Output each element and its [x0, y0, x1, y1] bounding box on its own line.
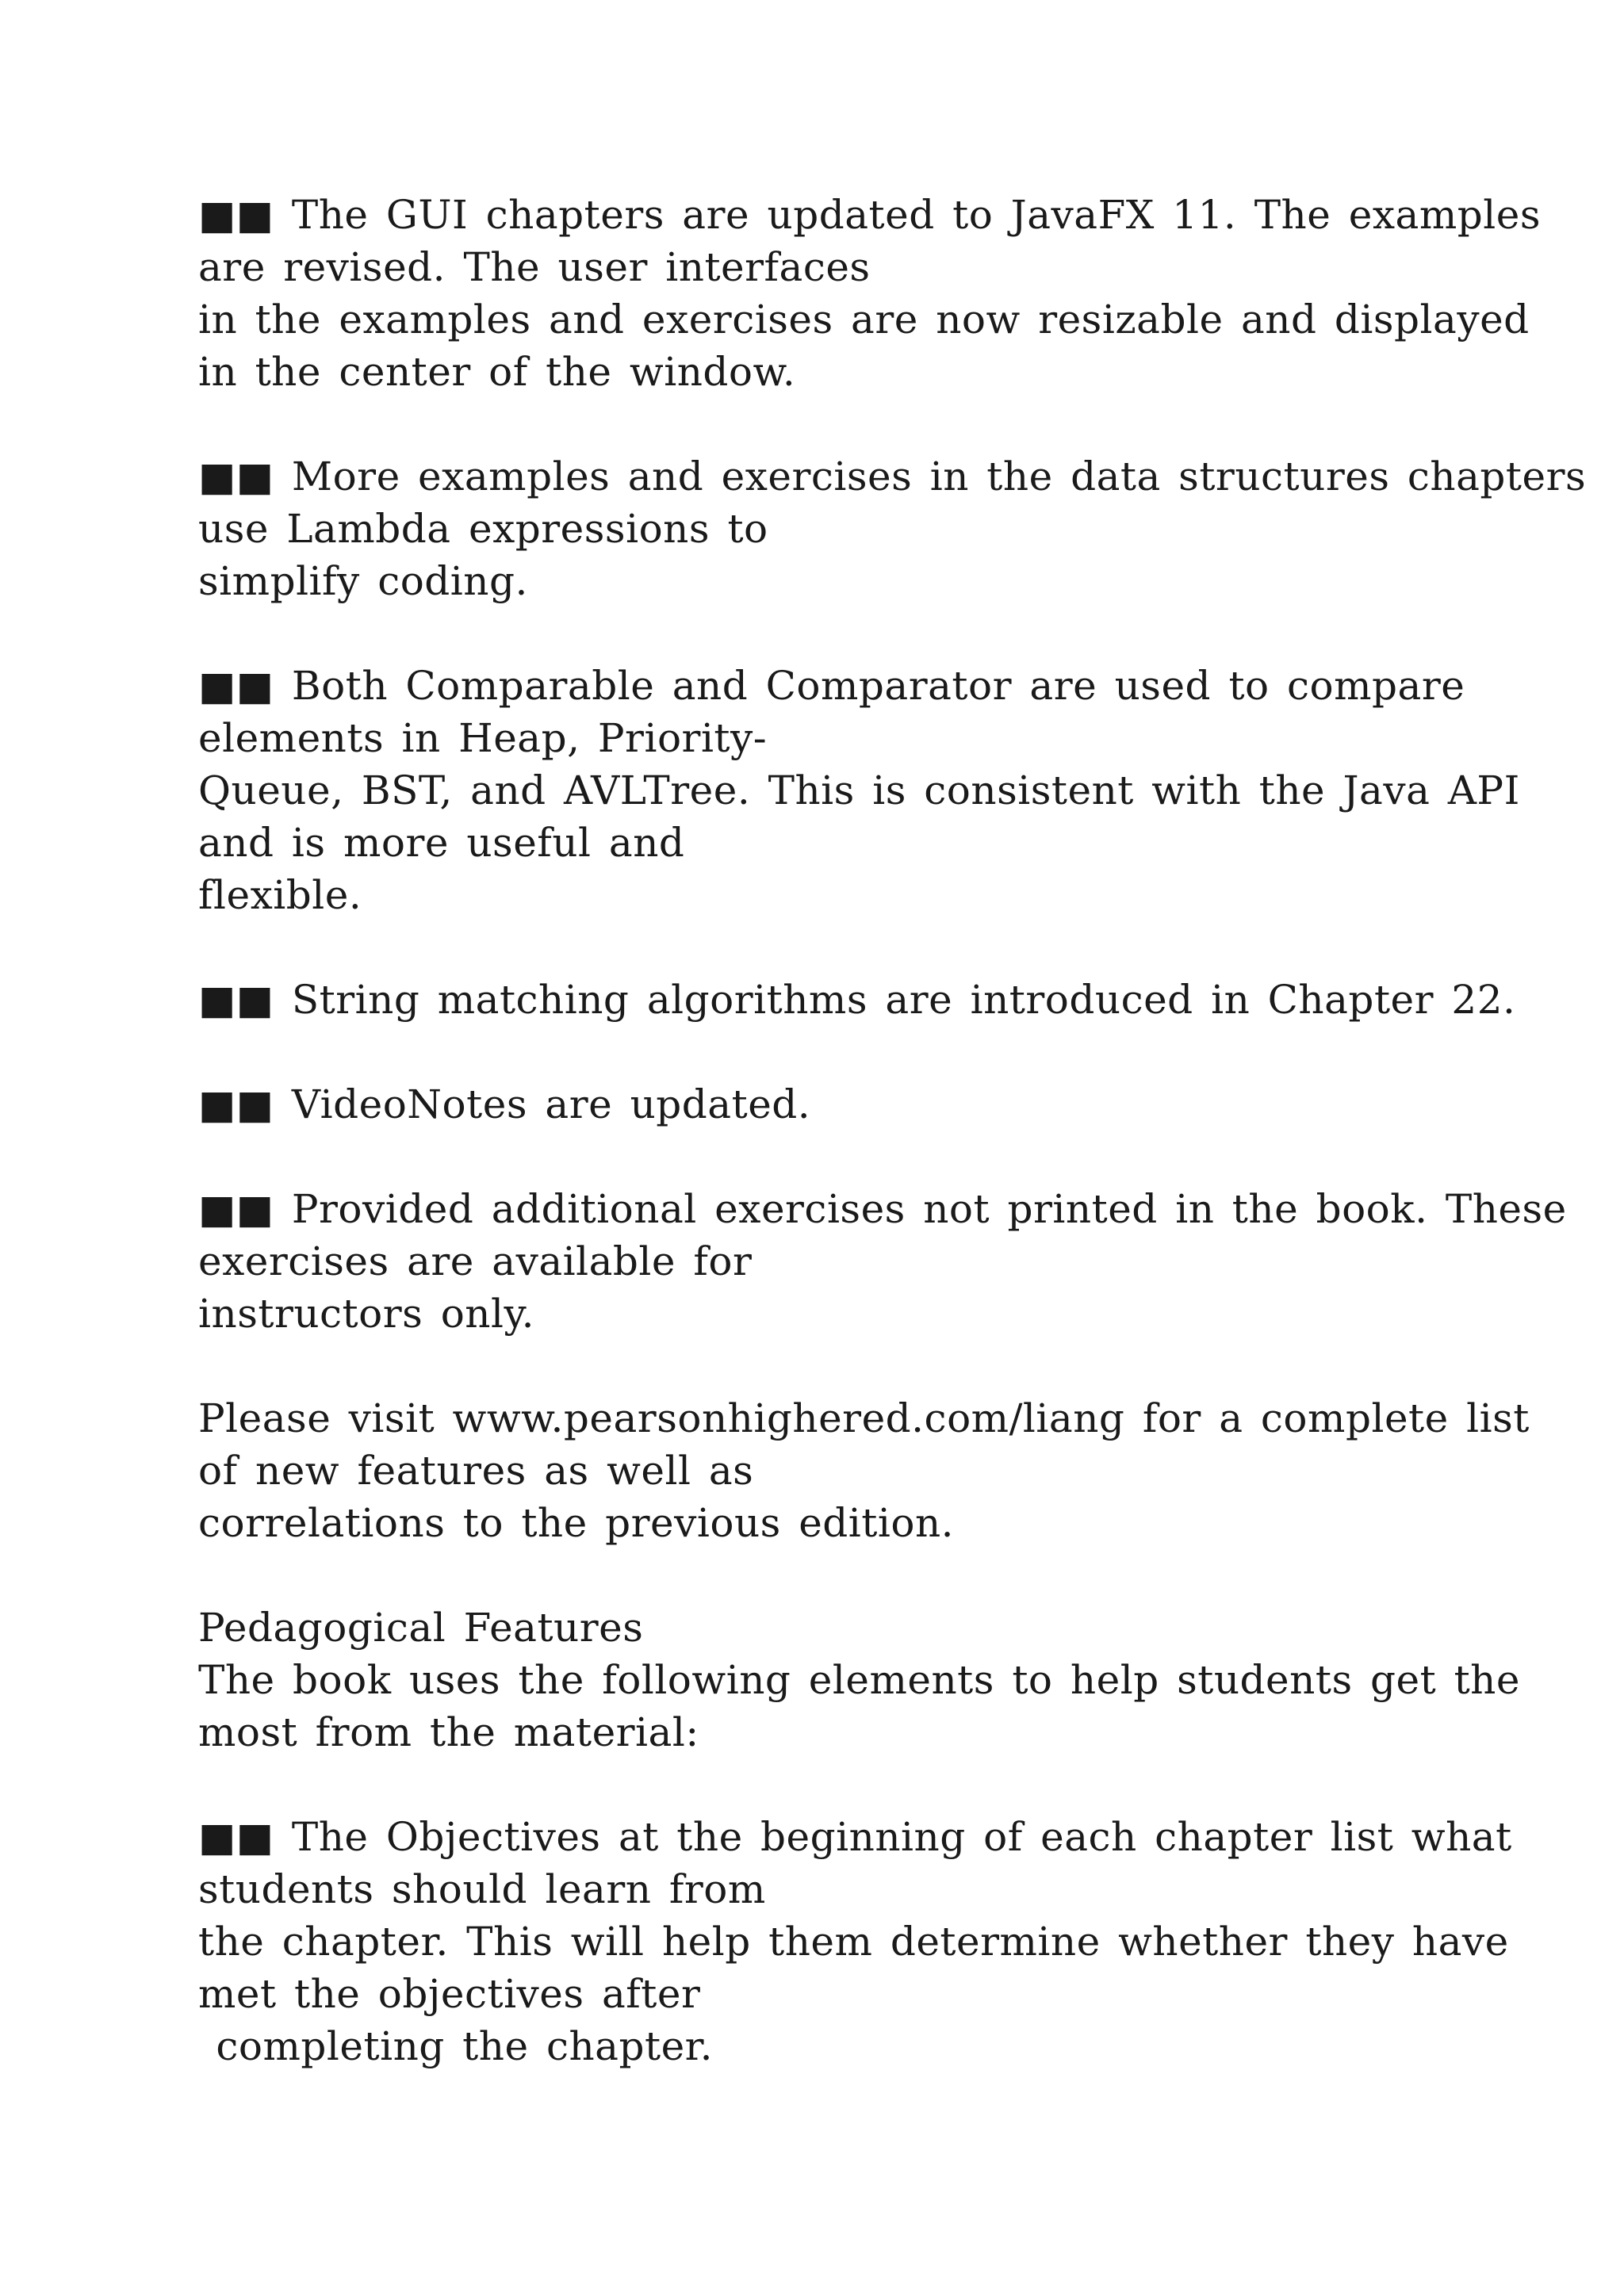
- text-line: elements in Heap, Priority-: [198, 715, 768, 761]
- text-line: students should learn from: [198, 1866, 766, 1912]
- paragraph-comparable-comparator: [198, 660, 1520, 921]
- paragraph-gui-chapters: [198, 189, 1541, 398]
- text-line: of new features as well as: [198, 1448, 754, 1494]
- text-line: met the objectives after: [198, 1971, 701, 2017]
- text-line: ■■ The GUI chapters are updated to JavaFX 11. The examples: [198, 192, 1541, 238]
- text-line: ■■ Both Comparable and Comparator are used to compare: [198, 663, 1465, 709]
- text-line: in the center of the window.: [198, 349, 796, 395]
- paragraph-additional-exercises: [198, 1183, 1567, 1340]
- text-line: ■■ The Objectives at the beginning of each chapter list what: [198, 1814, 1512, 1860]
- paragraph-lambda-expressions: [198, 450, 1587, 607]
- paragraph-visit-website: [198, 1392, 1530, 1549]
- text-line: and is more useful and: [198, 820, 685, 866]
- text-line: the chapter. This will help them determine whether they have: [198, 1919, 1509, 1965]
- paragraph-pedagogical-features: [198, 1601, 1520, 1758]
- text-line: exercises are available for: [198, 1238, 753, 1284]
- paragraph-objectives: [198, 1811, 1512, 2072]
- text-line: flexible.: [198, 872, 362, 918]
- text-line: most from the material:: [198, 1709, 699, 1755]
- document-page: [198, 189, 1587, 2072]
- paragraph-string-matching: [198, 974, 1516, 1026]
- text-line: instructors only.: [198, 1291, 534, 1337]
- text-line: The book uses the following elements to help students get the: [198, 1657, 1520, 1703]
- text-line: Please visit www.pearsonhighered.com/liang for a complete list: [198, 1395, 1530, 1441]
- text-line: ■■ More examples and exercises in the data structures chapters: [198, 453, 1587, 499]
- section-heading: Pedagogical Features: [198, 1605, 644, 1651]
- text-line: Queue, BST, and AVLTree. This is consistent with the Java API: [198, 767, 1520, 813]
- text-line: ■■ Provided additional exercises not printed in the book. These: [198, 1186, 1567, 1232]
- text-line: in the examples and exercises are now resizable and displayed: [198, 297, 1530, 342]
- paragraph-videonotes: [198, 1078, 1467, 1131]
- text-line: use Lambda expressions to: [198, 506, 768, 552]
- text-line: ■■ VideoNotes are updated.: [198, 1081, 811, 1127]
- text-line: are revised. The user interfaces: [198, 244, 871, 290]
- text-line: ■■ String matching algorithms are introduced in Chapter 22.: [198, 977, 1516, 1023]
- text-line: simplify coding.: [198, 558, 528, 604]
- text-line: completing the chapter.: [198, 2023, 713, 2069]
- text-line: correlations to the previous edition.: [198, 1500, 955, 1546]
